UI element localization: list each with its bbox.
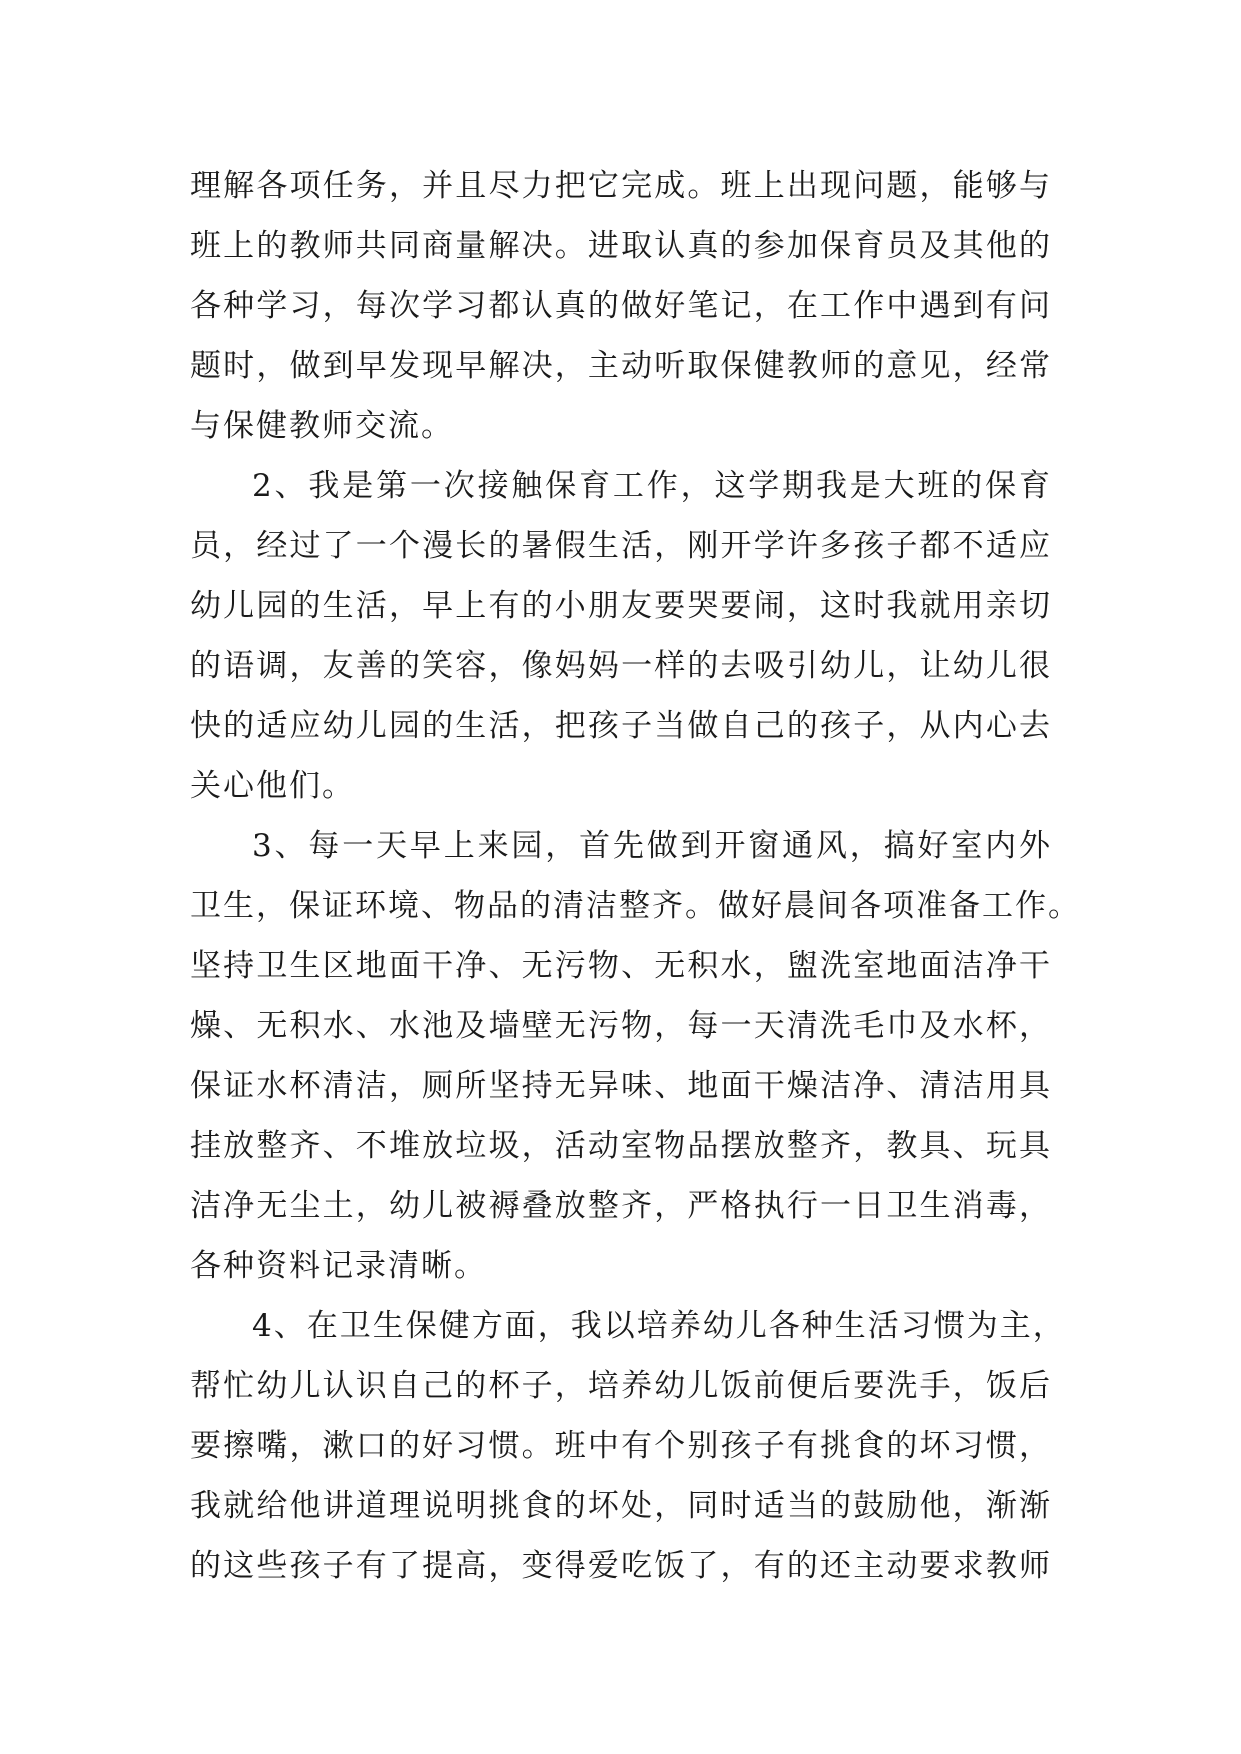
text-line: 2、我是第一次接触保育工作，这学期我是大班的保育 [252, 468, 1052, 504]
paragraph [190, 456, 1052, 816]
text-line: 帮忙幼儿认识自己的杯子，培养幼儿饭前便后要洗手，饭后 [190, 1368, 1052, 1404]
text-line: 关心他们。 [190, 768, 355, 804]
text-line: 要擦嘴，漱口的好习惯。班中有个别孩子有挑食的坏习惯， [190, 1428, 1052, 1464]
text-line: 挂放整齐、不堆放垃圾，活动室物品摆放整齐，教具、玩具 [190, 1128, 1052, 1164]
text-line: 坚持卫生区地面干净、无污物、无积水，盥洗室地面洁净干 [190, 948, 1052, 984]
text-line: 我就给他讲道理说明挑食的坏处，同时适当的鼓励他，渐渐 [190, 1488, 1052, 1524]
text-line: 的这些孩子有了提高，变得爱吃饭了，有的还主动要求教师 [190, 1548, 1052, 1584]
text-line: 员，经过了一个漫长的暑假生活，刚开学许多孩子都不适应 [190, 528, 1052, 564]
text-line: 各种资料记录清晰。 [190, 1248, 487, 1284]
text-line: 洁净无尘土，幼儿被褥叠放整齐，严格执行一日卫生消毒， [190, 1188, 1052, 1224]
text-line: 3、每一天早上来园，首先做到开窗通风，搞好室内外 [252, 828, 1052, 864]
document-body [190, 156, 1081, 1596]
text-line: 理解各项任务，并且尽力把它完成。班上出现问题，能够与 [190, 168, 1052, 204]
paragraph [190, 816, 1081, 1296]
text-line: 卫生，保证环境、物品的清洁整齐。做好晨间各项准备工作。 [190, 888, 1081, 924]
text-line: 班上的教师共同商量解决。进取认真的参加保育员及其他的 [190, 228, 1052, 264]
text-line: 的语调，友善的笑容，像妈妈一样的去吸引幼儿，让幼儿很 [190, 648, 1052, 684]
text-line: 与保健教师交流。 [190, 408, 454, 444]
text-line: 各种学习，每次学习都认真的做好笔记，在工作中遇到有问 [190, 288, 1052, 324]
text-line: 4、在卫生保健方面，我以培养幼儿各种生活习惯为主， [252, 1308, 1066, 1344]
paragraph [190, 1296, 1066, 1596]
paragraph [190, 156, 1052, 456]
text-line: 保证水杯清洁，厕所坚持无异味、地面干燥洁净、清洁用具 [190, 1068, 1052, 1104]
text-line: 幼儿园的生活，早上有的小朋友要哭要闹，这时我就用亲切 [190, 588, 1052, 624]
text-line: 题时，做到早发现早解决，主动听取保健教师的意见，经常 [190, 348, 1052, 384]
text-line: 快的适应幼儿园的生活，把孩子当做自己的孩子，从内心去 [190, 708, 1052, 744]
text-line: 燥、无积水、水池及墙壁无污物，每一天清洗毛巾及水杯， [190, 1008, 1052, 1044]
